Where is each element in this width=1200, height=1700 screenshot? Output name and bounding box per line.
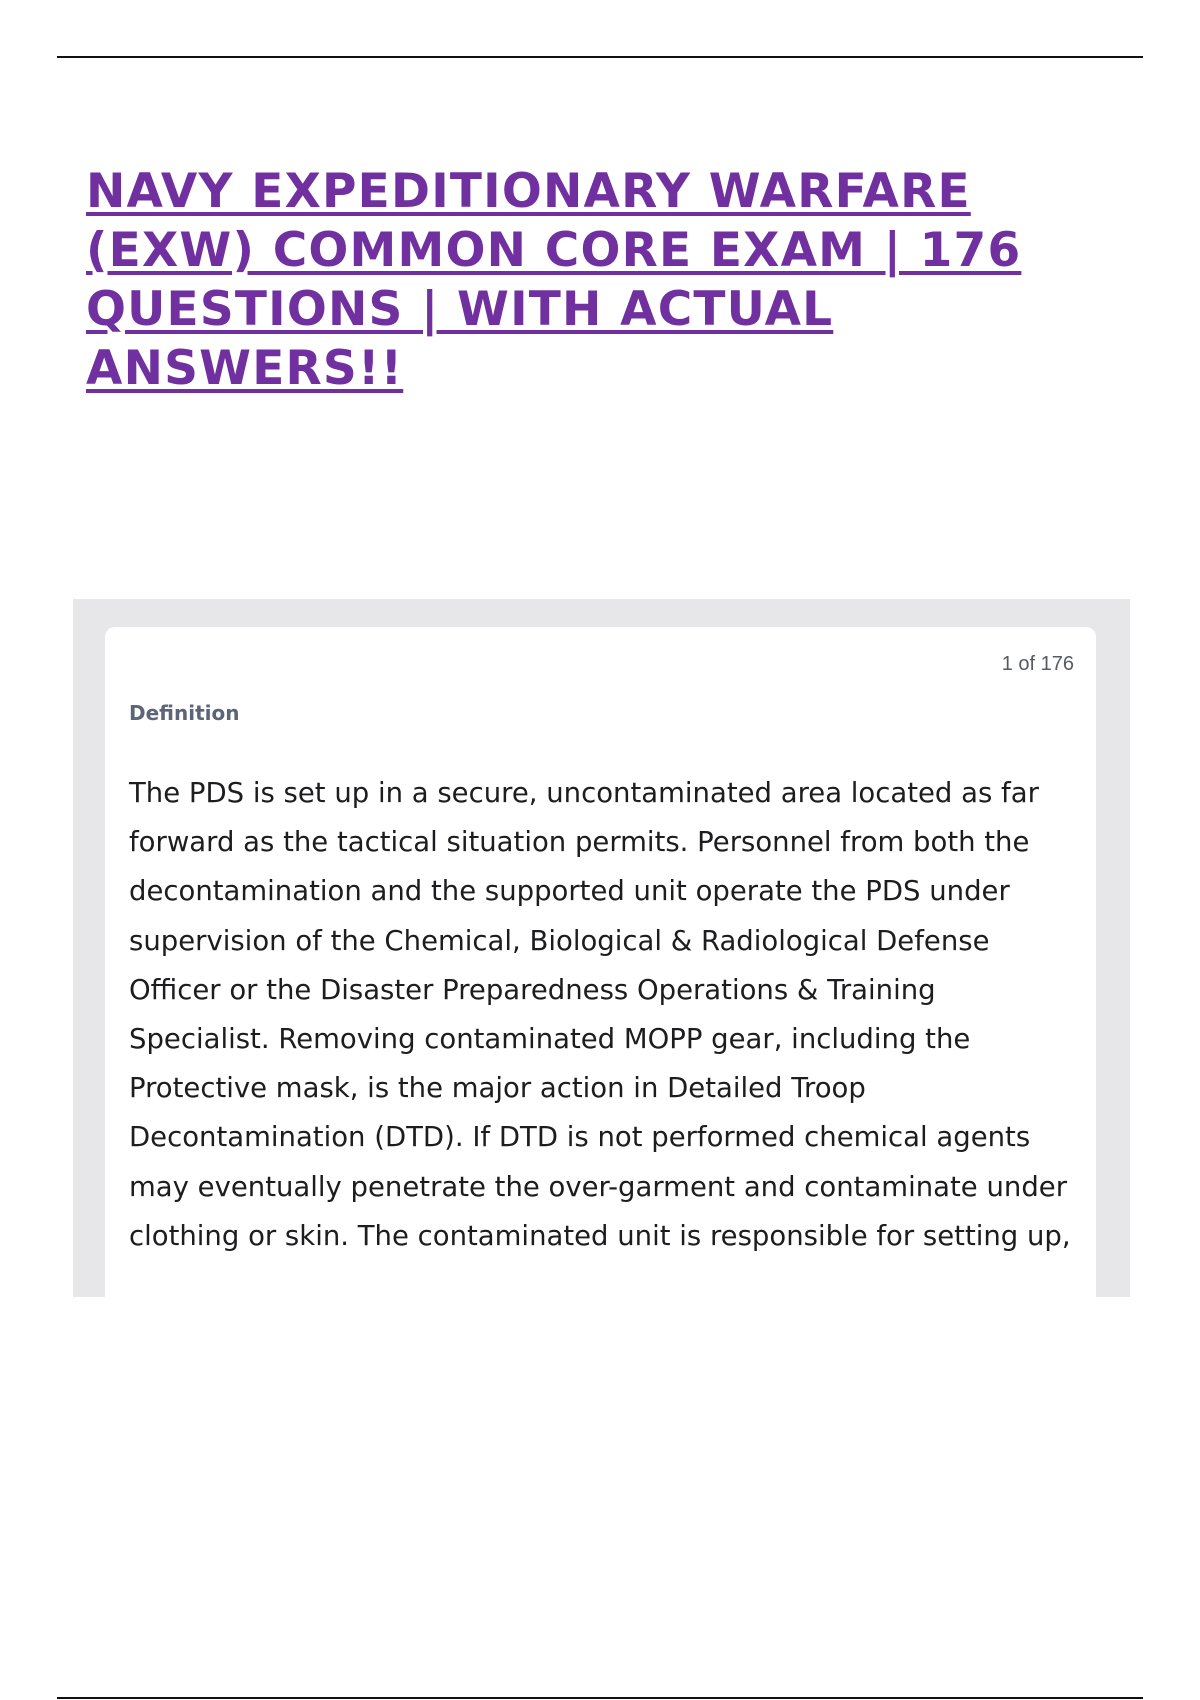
document-title: NAVY EXPEDITIONARY WARFARE (EXW) COMMON CORE EXAM | 176 QUESTIONS | WITH ACTUAL ANSWERS!! <box>86 164 1022 396</box>
definition-label: Definition <box>129 701 240 725</box>
top-rule <box>57 56 1143 58</box>
definition-text: The PDS is set up in a secure, uncontaminated area located as far forward as the tactical situation permits. Personnel from both the decontamination and the supported unit operate the PDS under supervision of the Chemical, Biological & Radiological Defense Officer or the Disaster Preparedness Operations & Training Specialist. Removing contaminated MOPP gear, including the Protective mask, is the major action in Detailed Troop Decontamination (DTD). If DTD is not performed chemical agents may eventually penetrate the over-garment and contaminate under clothing or skin. The contaminated unit is responsible for setting up, <box>129 777 1071 1252</box>
bottom-rule <box>57 1697 1143 1699</box>
flashcard <box>105 627 1096 1297</box>
flashcard-frame <box>73 599 1130 1297</box>
card-counter: 1 of 176 <box>1001 653 1074 675</box>
